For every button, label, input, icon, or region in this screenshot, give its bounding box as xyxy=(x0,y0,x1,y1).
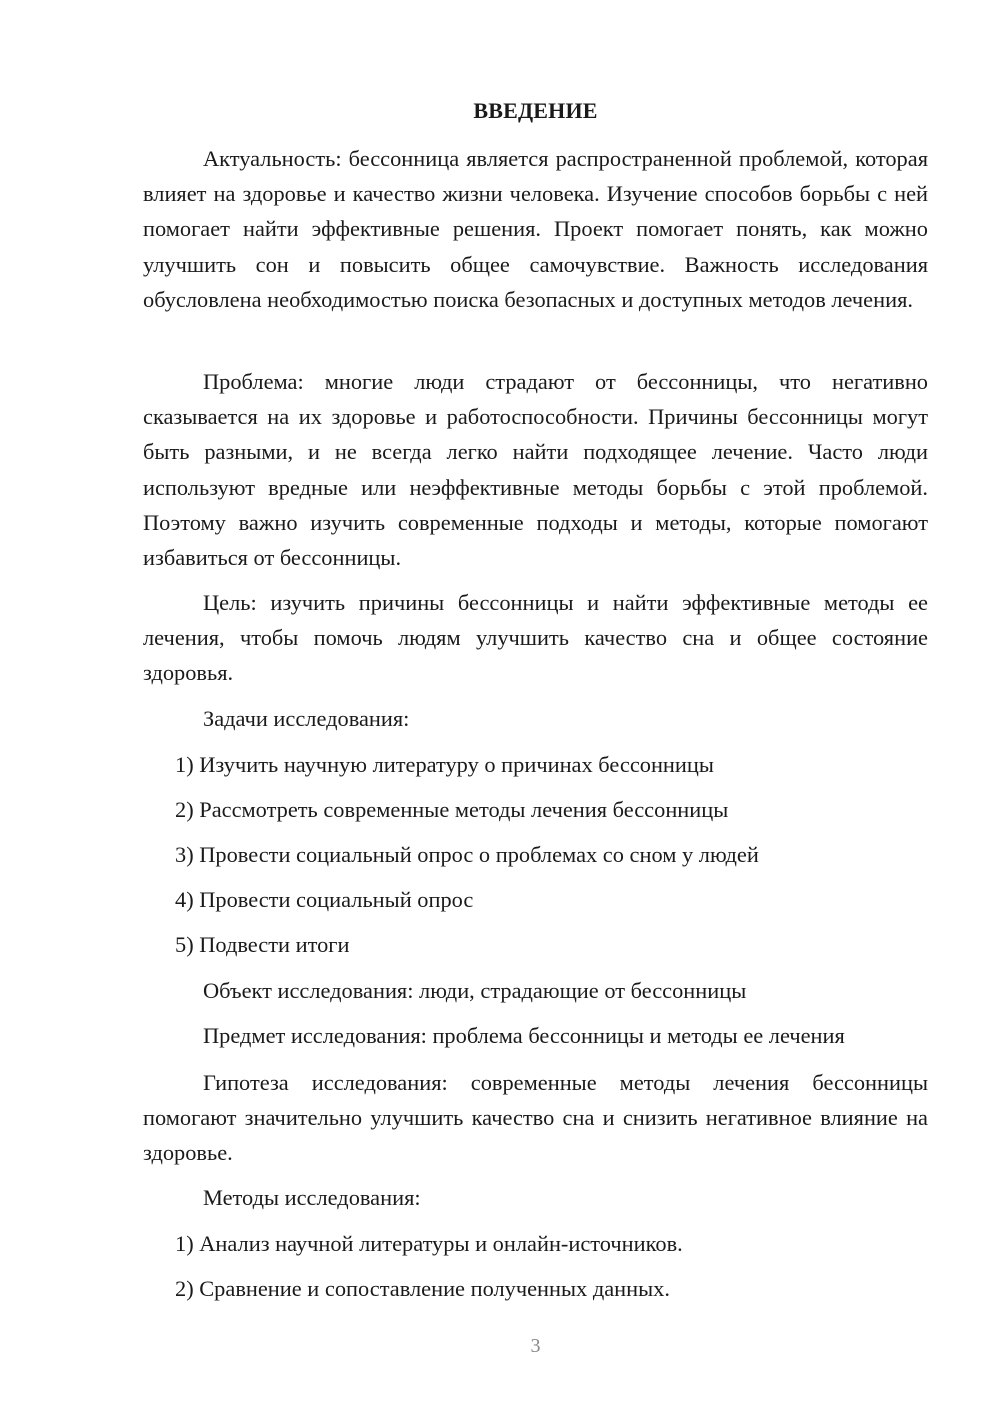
document-page xyxy=(143,0,928,1414)
page-title: ВВЕДЕНИЕ xyxy=(473,98,598,123)
subject-line: Предмет исследования: проблема бессонницы и методы ее лечения xyxy=(203,1023,845,1048)
page-number: 3 xyxy=(530,1335,541,1357)
tasks-heading: Задачи исследования: xyxy=(203,706,410,731)
problem-paragraph: Проблема: многие люди страдают от бессонницы, что негативно сказывается на их здоровье и работоспособности. Причины бессонницы могут быть разными, и не всегда легко найти подходящее лечение. Часто люди используют вредные или неэффективные методы борьбы с этой проблемой. Поэтому важно изучить современные подходы и методы, которые помогают избавиться от бессонницы. xyxy=(143,369,928,571)
list-item: 1) Изучить научную литературу о причинах бессонницы xyxy=(175,752,714,777)
object-line: Объект исследования: люди, страдающие от бессонницы xyxy=(203,978,747,1003)
list-item: 5) Подвести итоги xyxy=(175,932,350,957)
list-item: 1) Анализ научной литературы и онлайн-источников. xyxy=(175,1231,683,1256)
list-item: 2) Рассмотреть современные методы лечения бессонницы xyxy=(175,797,729,822)
hypothesis-paragraph: Гипотеза исследования: современные методы лечения бессонницы помогают значительно улучшить качество сна и снизить негативное влияние на здоровье. xyxy=(143,1070,928,1166)
goal-paragraph: Цель: изучить причины бессонницы и найти эффективные методы ее лечения, чтобы помочь людям улучшить качество сна и общее состояние здоровья. xyxy=(143,590,928,686)
methods-heading: Методы исследования: xyxy=(203,1185,421,1210)
list-item: 2) Сравнение и сопоставление полученных данных. xyxy=(175,1276,670,1301)
list-item: 3) Провести социальный опрос о проблемах со сном у людей xyxy=(175,842,759,867)
relevance-paragraph: Актуальность: бессонница является распространенной проблемой, которая влияет на здоровье и качество жизни человека. Изучение способов борьбы с ней помогает найти эффективные решения. Проект помогает понять, как можно улучшить сон и повысить общее самочувствие. Важность исследования обусловлена необходимостью поиска безопасных и доступных методов лечения. xyxy=(143,146,928,312)
list-item: 4) Провести социальный опрос xyxy=(175,887,474,912)
